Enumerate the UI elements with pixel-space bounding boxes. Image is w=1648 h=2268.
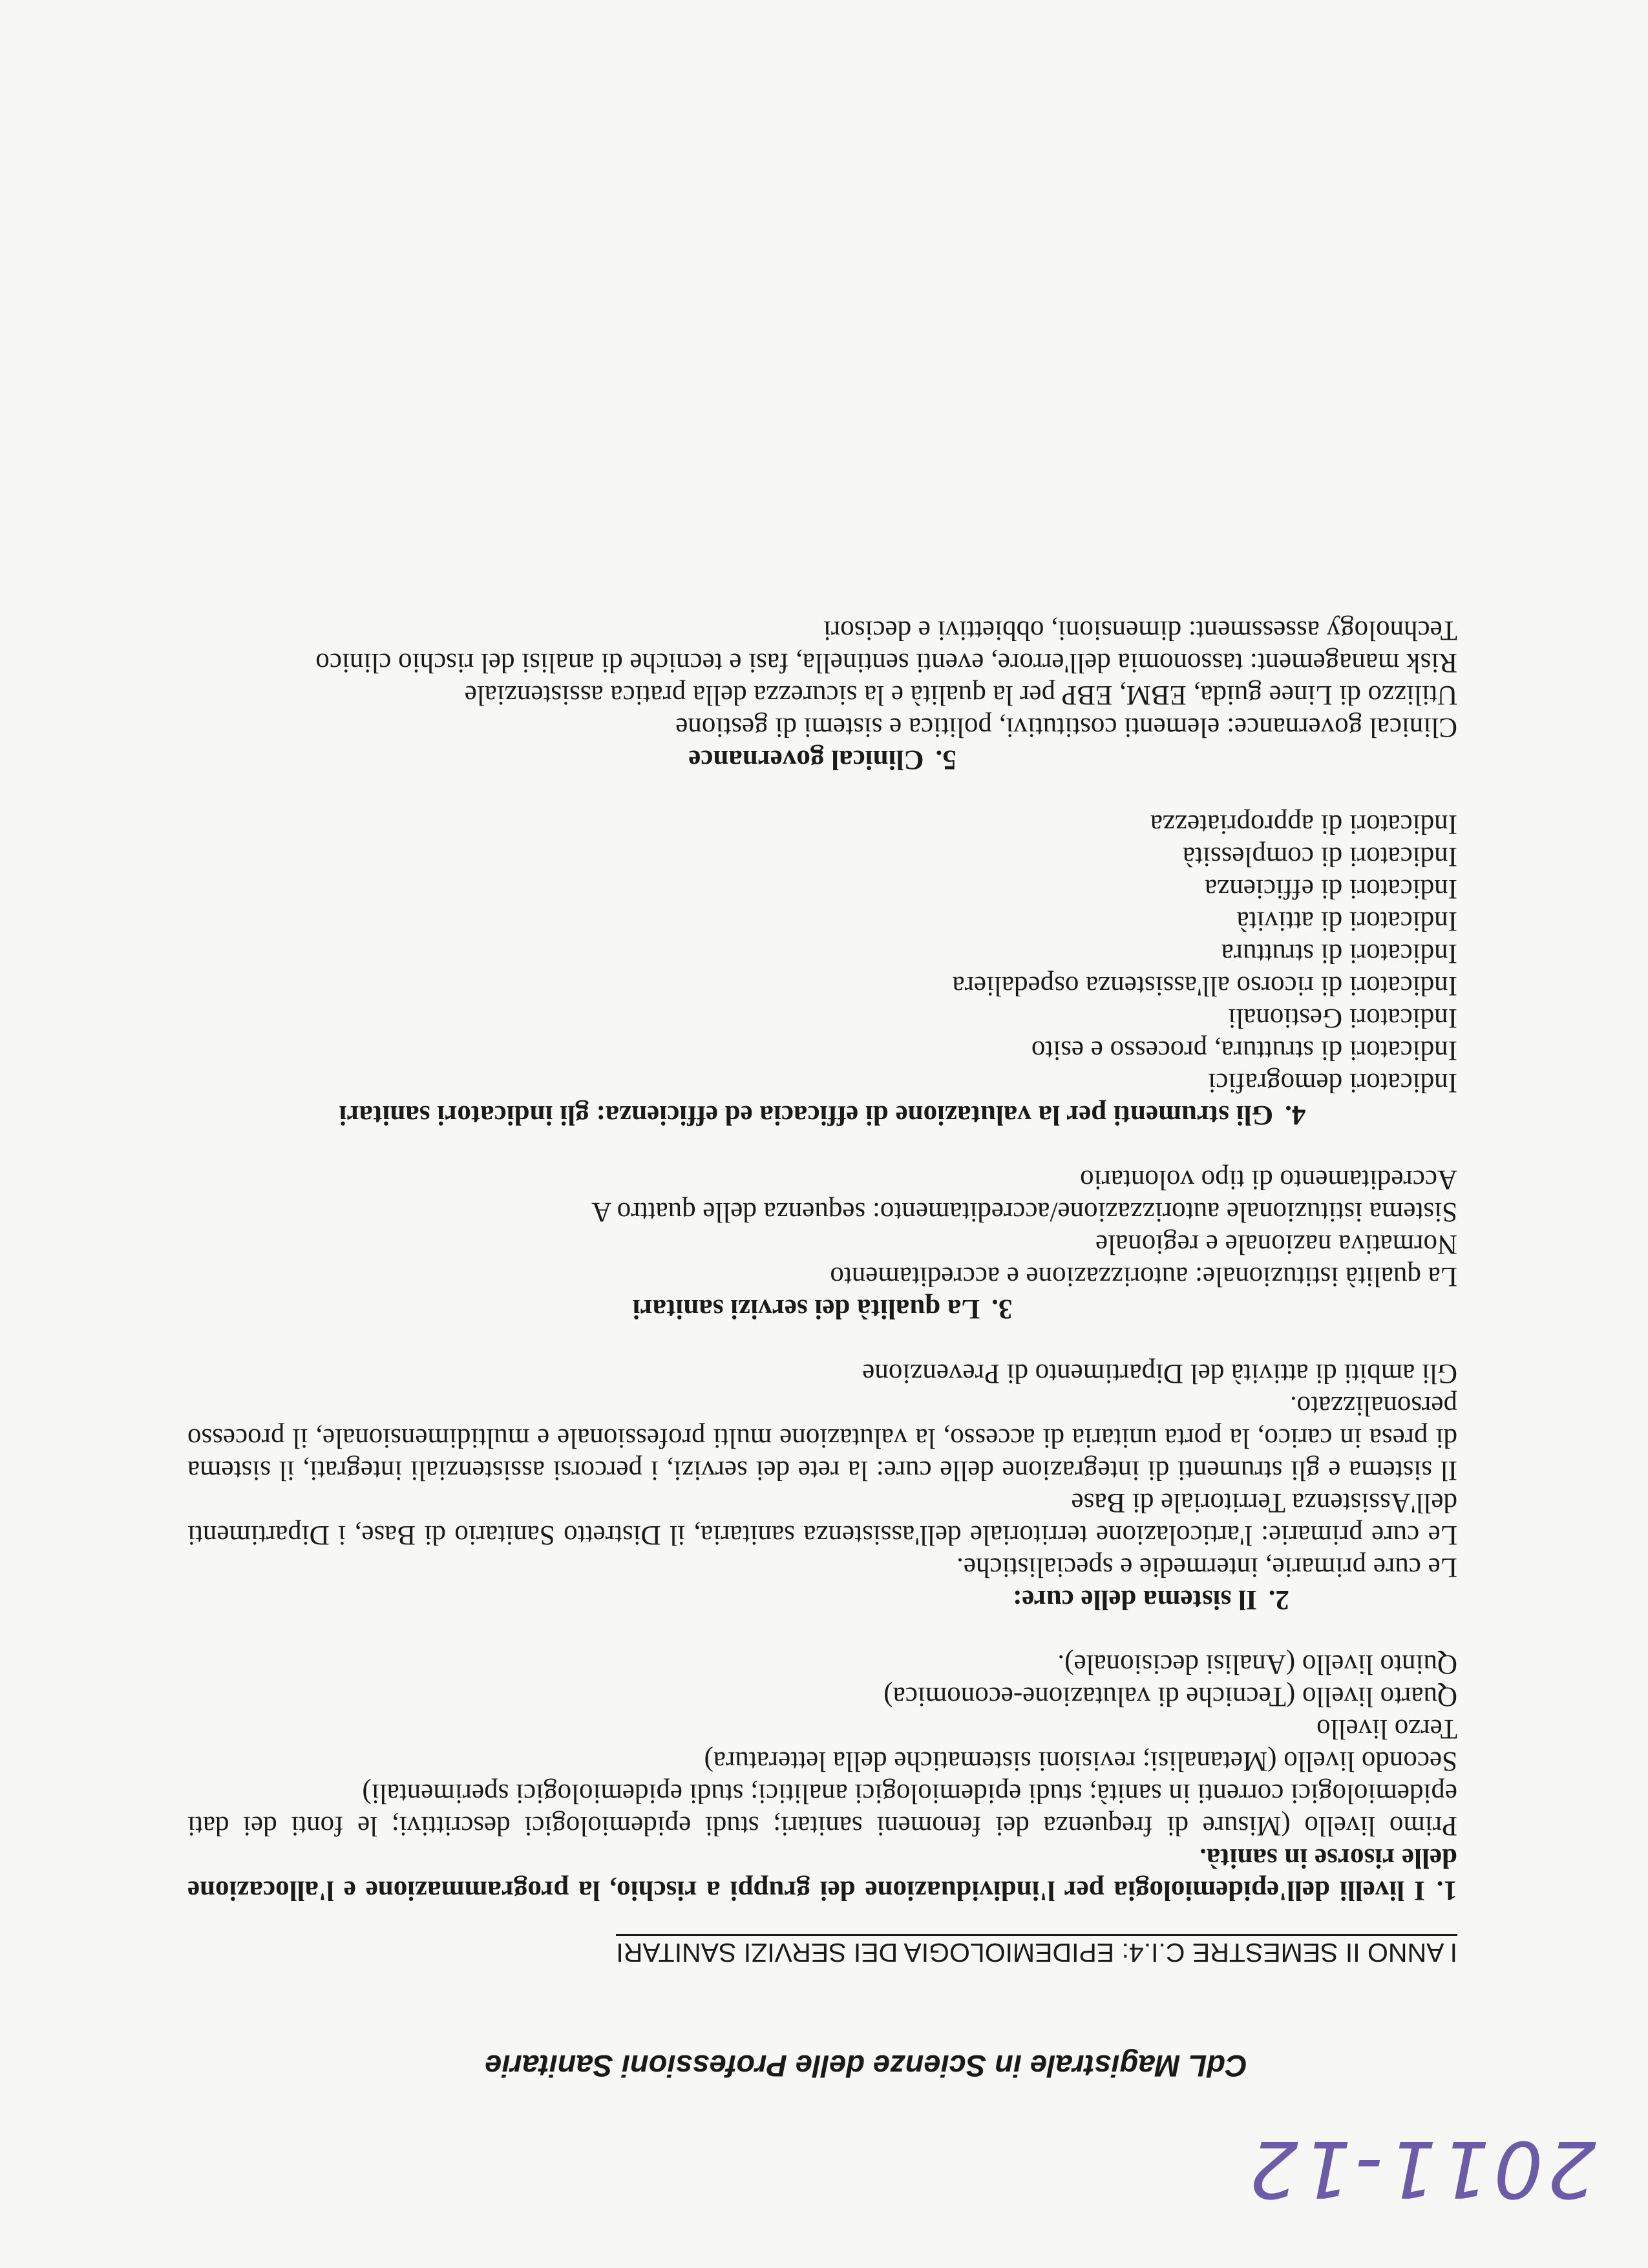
section-line: Sistema istituzionale autorizzazione/accreditamento: sequenza delle quattro A	[591, 1197, 1457, 1227]
section-line: Clinical governance: elementi costitutivi, politica e sistemi di gestione	[675, 712, 1457, 742]
syllabus-content	[187, 582, 1457, 1906]
section-line: Indicatori di appropriatezza	[1150, 809, 1457, 839]
section-heading	[187, 1098, 1457, 1131]
section-line: Indicatori di ricorso all'assistenza ospedaliera	[952, 971, 1457, 1001]
section-4	[187, 808, 1457, 1131]
section-line: Secondo livello (Metanalisi; revisioni sistematiche della letteratura)	[704, 1746, 1457, 1776]
section-3	[187, 1163, 1457, 1325]
section-line: Risk management: tassonomia dell'errore, eventi sentinella, fasi e tecniche di analisi del rischio clinico	[315, 647, 1457, 678]
section-line: Indicatori Gestionali	[1228, 1003, 1457, 1033]
section-line: Quarto livello (Tecniche di valutazione-economica)	[883, 1681, 1457, 1712]
section-line: Gli ambiti di attività del Dipartimento di Prevenzione	[862, 1358, 1457, 1389]
section-title: Clinical governance	[688, 744, 924, 775]
section-title: I livelli dell'epidemiologia per l'individuazione dei gruppi a rischio, la programmazione e l'allocazione delle risorse in sanità.	[187, 1843, 1457, 1906]
section-heading	[187, 1292, 1457, 1325]
section-line: Quinto livello (Analisi decisionale).	[1057, 1649, 1457, 1679]
section-number: 1.	[1436, 1875, 1457, 1906]
section-line: Normativa nazionale e regionale	[1095, 1229, 1457, 1259]
section-line: Primo livello (Misure di frequenza dei fenomeni sanitari; studi epidemiologici descrittivi; le fonti dei dati epidemiologici correnti in sanità; studi epidemiologici analitici; studi epidemiologici sperimentali)	[187, 1778, 1457, 1841]
section-line: Terzo livello	[1316, 1714, 1457, 1744]
semester-course-line: I ANNO II SEMESTRE C.I.4: EPIDEMIOLOGIA DEI SERVIZI SANITARI	[616, 1934, 1457, 1968]
section-number: 3.	[991, 1294, 1013, 1324]
section-line: Technology assessment: dimensioni, obbiettivi e decisori	[823, 615, 1457, 646]
section-line: La qualità istituzionale: autorizzazione e accreditamento	[830, 1261, 1457, 1292]
section-number: 2.	[1268, 1584, 1289, 1615]
section-line: Indicatori di struttura, processo e esito	[1031, 1035, 1457, 1066]
section-title: La qualità dei servizi sanitari	[632, 1294, 980, 1324]
section-heading	[187, 743, 1457, 775]
section-title: Il sistema delle cure:	[1012, 1584, 1257, 1615]
section-line: Utilizzo di Linee guida, EBM, EBP per la qualità e la sicurezza della pratica assistenziale	[464, 680, 1457, 710]
section-line: Indicatori di struttura	[1221, 938, 1457, 969]
section-line: Le cure primarie: l'articolazione territoriale dell'assistenza sanitaria, il Distretto Sanitario di Base, i Dipartimenti dell'Assistenza Territoriale di Base	[187, 1487, 1457, 1550]
section-line: Il sistema e gli strumenti di integrazione delle cure: la rete dei servizi, i percorsi assistenziali integrati, il sistema di presa in carico, la porta unitaria di accesso, la valutazione multi professionale e multidimensionale, il processo personalizzato.	[187, 1391, 1457, 1486]
section-heading	[187, 1583, 1457, 1615]
section-line: Indicatori demografici	[1208, 1067, 1457, 1098]
section-line: Indicatori di attività	[1236, 906, 1457, 936]
course-title: CdL Magistrale in Scienze delle Professioni Sanitarie	[485, 2049, 1247, 2083]
section-title: Gli strumenti per la valutazione di efficacia ed efficienza: gli indicatori sanitari	[339, 1100, 1274, 1130]
section-heading	[187, 1842, 1457, 1906]
section-number: 4.	[1285, 1100, 1306, 1130]
section-line: Le cure primarie, intermedie e specialistiche.	[956, 1552, 1457, 1582]
section-1	[187, 1648, 1457, 1906]
section-2	[187, 1357, 1457, 1615]
section-line: Indicatori di complessità	[1182, 841, 1457, 872]
section-5	[187, 614, 1457, 775]
section-line: Accreditamento di tipo volontario	[1080, 1164, 1457, 1195]
section-number: 5.	[935, 744, 956, 775]
section-line: Indicatori di efficienza	[1205, 874, 1457, 904]
handwritten-year-note: 2011-12	[1245, 2123, 1596, 2213]
